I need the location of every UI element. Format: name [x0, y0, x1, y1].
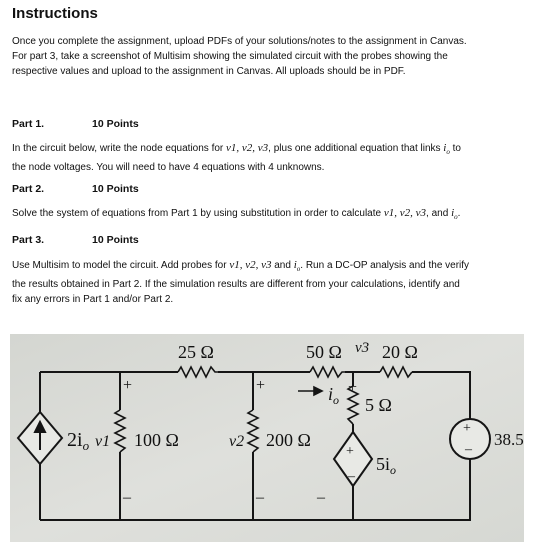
part3-line-3: fix any errors in Part 1 and/or Part 2. — [12, 294, 174, 306]
part1-label: Part 1. — [12, 118, 45, 130]
label-minus-dep-mid: – — [348, 469, 355, 484]
part1-heading — [12, 118, 139, 130]
part2-text: Solve the system of equations from Part 1 by using substitution in order to calculate v1, v2, v3, and $i_o$. — [12, 207, 461, 222]
part1-points: 10 Points — [92, 118, 139, 130]
label-minus-v1: – — [123, 489, 131, 506]
part3-line-2: the results obtained in Part 2. If the simulation results are different from your calculations, identify and — [12, 279, 460, 291]
label-io: $i_o$ — [328, 384, 340, 407]
part1-line-2: the node voltages. You will need to have 4 equations with 4 unknowns. — [12, 162, 325, 174]
label-v3: v3 — [355, 340, 370, 356]
part3-text — [12, 258, 524, 307]
var-v1-v2-v3: v1, v2, v3 — [229, 259, 272, 271]
label-20-ohm: 20 Ω — [382, 342, 418, 362]
label-100-ohm: 100 Ω — [134, 430, 179, 450]
label-plus-source: + — [463, 421, 471, 436]
var-io: $i_o$ — [293, 259, 301, 274]
part3-points: 10 Points — [92, 234, 139, 246]
var-io: $i_o$ — [443, 142, 450, 157]
part2-points: 10 Points — [92, 183, 139, 195]
label-5-ohm: 5 Ω — [365, 395, 392, 415]
part1-text — [12, 141, 524, 175]
circuit-diagram — [10, 334, 524, 542]
part1-line-1: In the circuit below, write the node equations for v1, v2, v3, plus one additional equation that links $i_o$ to — [12, 142, 461, 157]
label-200-ohm: 200 Ω — [266, 430, 311, 450]
label-50-ohm: 50 Ω — [306, 342, 342, 362]
intro-line-2: For part 3, take a screenshot of Multisim showing the simulated circuit with the probes showing the — [12, 51, 448, 62]
label-plus-io: + — [348, 379, 358, 396]
label-38-5: 38.5 — [494, 430, 524, 449]
label-plus-v1: + — [123, 377, 133, 394]
part3-label: Part 3. — [12, 234, 45, 246]
page-title: Instructions — [12, 5, 98, 22]
label-v2: v2 — [229, 433, 245, 450]
part2-label: Part 2. — [12, 183, 45, 195]
label-dep-source-mid: $5i_o$ — [376, 454, 397, 477]
label-minus-v2: – — [256, 489, 264, 506]
intro-paragraph — [12, 34, 524, 79]
part3-line-1: Use Multisim to model the circuit. Add probes for v1, v2, v3 and $i_o$. Run a DC-OP analysis and the verify — [12, 259, 470, 274]
var-v1-v2-v3: v1, v2, v3 — [226, 142, 269, 154]
label-dep-source-left: $2i_o$ — [67, 429, 90, 453]
intro-line-3: respective values and upload to the assignment in Canvas. All uploads should be in PDF. — [12, 66, 406, 77]
circuit-diagram-photo — [10, 334, 524, 542]
label-plus-v2: + — [256, 377, 266, 394]
label-minus-source: – — [465, 442, 472, 457]
label-25-ohm: 25 Ω — [178, 342, 214, 362]
label-plus-dep-mid: + — [346, 444, 354, 459]
var-v1-v2-v3: v1, v2, v3 — [383, 207, 427, 219]
label-v1: v1 — [95, 433, 111, 450]
part2-heading — [12, 183, 139, 195]
var-io: $i_o$ — [451, 207, 458, 222]
label-minus-io: – — [317, 489, 325, 506]
part3-heading — [12, 234, 139, 246]
intro-line-1: Once you complete the assignment, upload PDFs of your solutions/notes to the assignment in Canvas. — [12, 36, 467, 47]
